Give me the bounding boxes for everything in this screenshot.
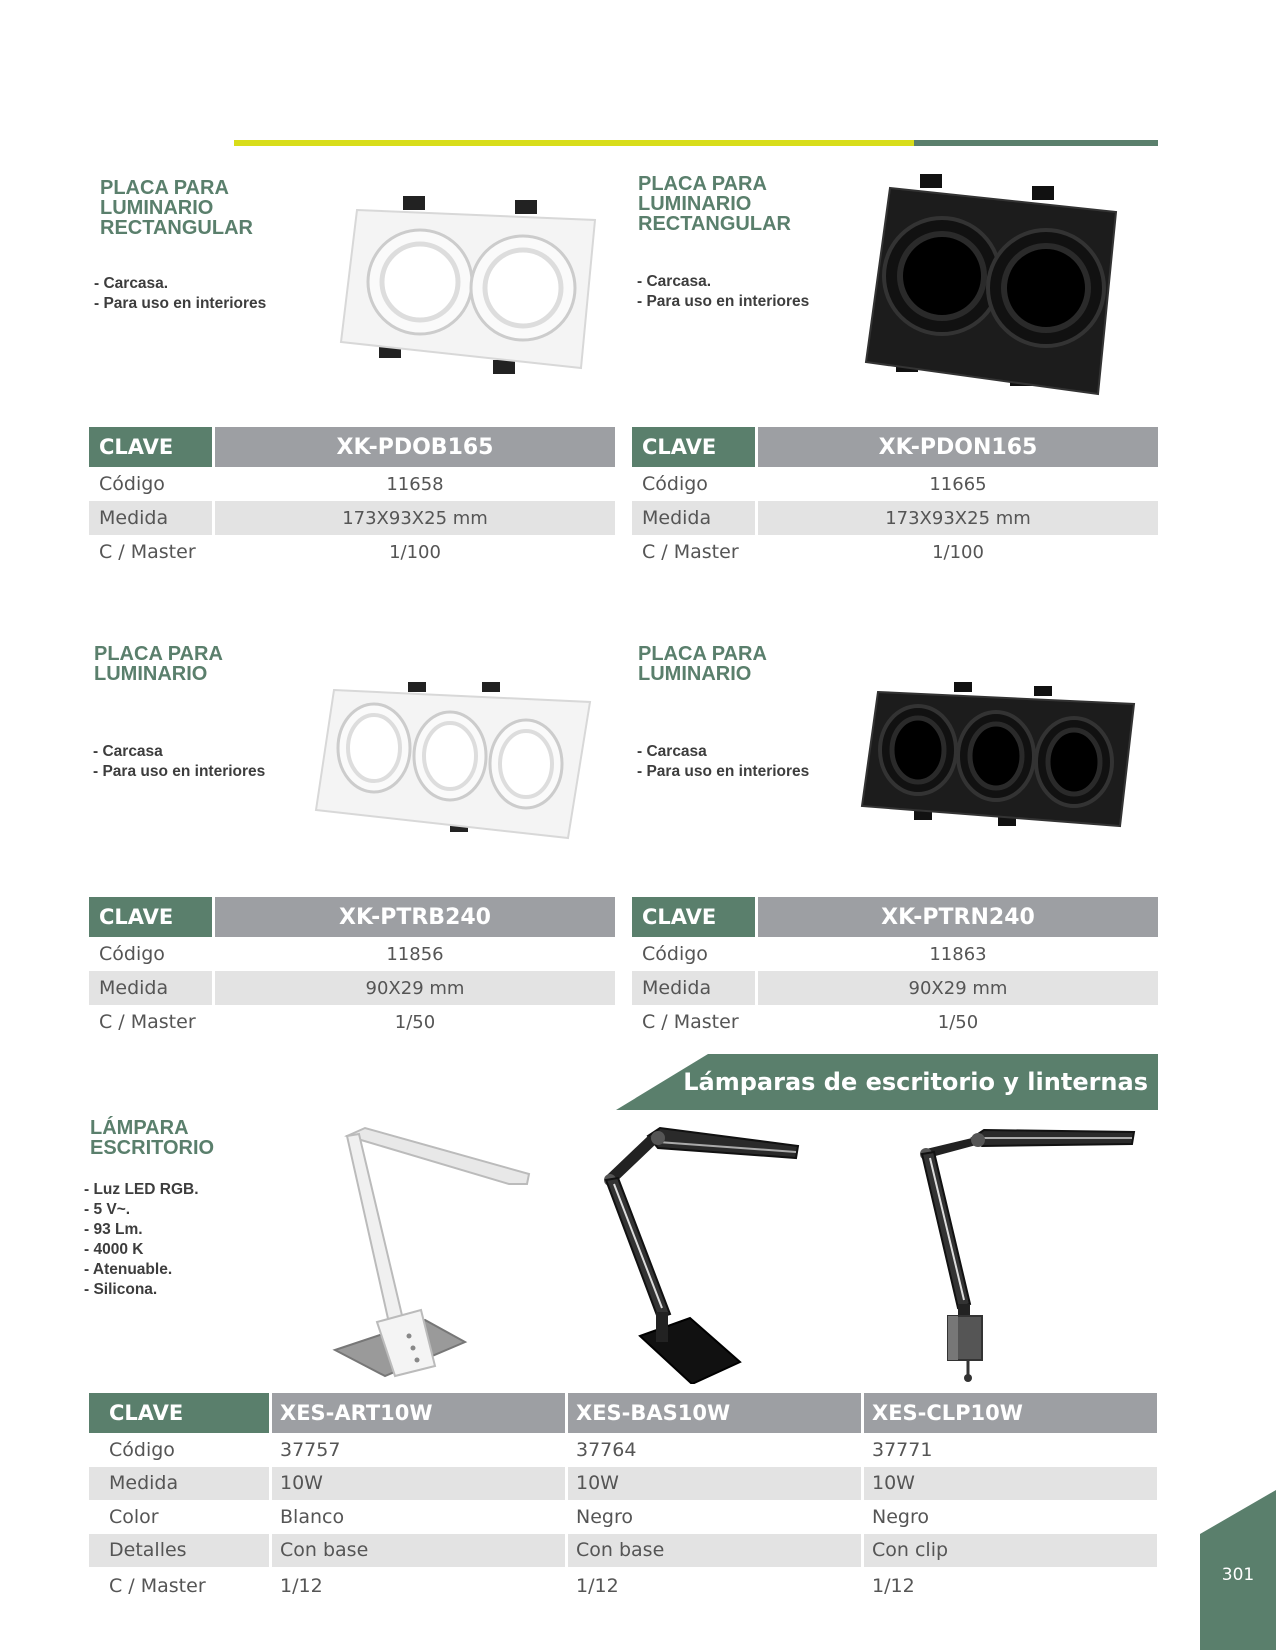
spec-row (89, 971, 615, 1005)
spec-label: Código (99, 943, 165, 965)
spec-header-row (632, 897, 1158, 937)
table-row (89, 1534, 1158, 1568)
white-desk-lamp-image (325, 1124, 535, 1384)
table-row (89, 1467, 1158, 1501)
spec-row (632, 937, 1158, 971)
spec-label: Código (642, 473, 708, 495)
top-accent-bar-green (914, 140, 1158, 146)
product-title: PLACA PARA LUMINARIO (94, 643, 223, 685)
top-accent-bar-yellow (234, 140, 914, 146)
product-features (94, 274, 266, 314)
feature-item: - Carcasa. (637, 273, 712, 290)
black-desk-lamp-with-clip-image (908, 1122, 1138, 1384)
black-desk-lamp-with-base-image (600, 1122, 810, 1384)
spec-label: Detalles (89, 1534, 269, 1568)
spec-label: Código (642, 943, 708, 965)
feature-item: - 93 Lm. (84, 1221, 143, 1238)
clave-value: XES-CLP10W (864, 1393, 1157, 1433)
spec-label: Código (99, 473, 165, 495)
spec-label: C / Master (642, 1011, 739, 1033)
spec-value: 37757 (280, 1438, 341, 1461)
feature-item: - Luz LED RGB. (84, 1181, 199, 1198)
product-features (637, 742, 809, 782)
feature-item: - Carcasa. (94, 275, 169, 292)
spec-value: Con base (568, 1534, 861, 1568)
clave-label: CLAVE (89, 1393, 269, 1433)
spec-table (89, 427, 615, 569)
table-row (89, 1567, 1158, 1605)
spec-label: Medida (89, 971, 212, 1005)
spec-value: 11665 (929, 473, 987, 495)
product-features (637, 272, 809, 312)
spec-value: 1/100 (389, 541, 441, 563)
feature-item: - Para uso en interiores (637, 763, 810, 780)
spec-row (632, 501, 1158, 535)
spec-header-row (632, 427, 1158, 467)
spec-value: 10W (568, 1467, 861, 1501)
white-double-plate-image (335, 192, 605, 382)
spec-label: Código (109, 1438, 175, 1461)
spec-value: Con clip (864, 1534, 1157, 1568)
spec-value: 11863 (929, 943, 987, 965)
spec-value: Blanco (280, 1505, 345, 1528)
feature-item: - Silicona. (84, 1281, 158, 1298)
spec-header-row (89, 897, 615, 937)
spec-value: 1/100 (932, 541, 984, 563)
spec-row (89, 501, 615, 535)
product-title: PLACA PARA LUMINARIO (638, 643, 767, 685)
lamp-spec-table (89, 1393, 1158, 1605)
feature-item: - Para uso en interiores (93, 763, 266, 780)
spec-row (89, 535, 615, 569)
spec-value: 37764 (576, 1438, 637, 1461)
spec-row (632, 467, 1158, 501)
spec-label: C / Master (99, 1011, 196, 1033)
spec-value: 37771 (872, 1438, 933, 1461)
clave-label: CLAVE (89, 427, 212, 467)
spec-label: Medida (89, 501, 212, 535)
spec-value: 90X29 mm (758, 971, 1158, 1005)
spec-label: C / Master (99, 541, 196, 563)
spec-label: Medida (632, 971, 755, 1005)
spec-label: C / Master (109, 1575, 206, 1597)
spec-row (632, 971, 1158, 1005)
spec-header-row (89, 427, 615, 467)
spec-value: 11856 (386, 943, 444, 965)
spec-value: 1/12 (872, 1575, 915, 1597)
product-features (93, 742, 265, 782)
spec-value: Con base (272, 1534, 565, 1568)
clave-label: CLAVE (632, 427, 755, 467)
spec-value: 10W (272, 1467, 565, 1501)
spec-value: 1/12 (576, 1575, 619, 1597)
lamp-features (84, 1180, 199, 1300)
spec-value: Negro (576, 1505, 633, 1528)
white-triple-plate-image (312, 680, 597, 840)
feature-item: - 5 V~. (84, 1201, 131, 1218)
spec-table (632, 897, 1158, 1039)
clave-value: XK-PTRB240 (215, 897, 615, 937)
spec-row (89, 467, 615, 501)
clave-value: XES-BAS10W (568, 1393, 861, 1433)
table-row (89, 1500, 1158, 1534)
clave-value: XK-PTRN240 (758, 897, 1158, 937)
feature-item: - Para uso en interiores (94, 295, 267, 312)
clave-label: CLAVE (89, 897, 212, 937)
spec-row (89, 937, 615, 971)
clave-value: XK-PDOB165 (215, 427, 615, 467)
spec-value: 90X29 mm (215, 971, 615, 1005)
feature-item: - Carcasa (93, 743, 163, 760)
feature-item: - Carcasa (637, 743, 707, 760)
black-triple-plate-image (858, 680, 1138, 830)
spec-row (632, 535, 1158, 569)
lamp-table-header (89, 1393, 1158, 1433)
spec-value: 173X93X25 mm (215, 501, 615, 535)
black-double-plate-image (860, 172, 1120, 402)
spec-label: Medida (89, 1467, 269, 1501)
spec-table (632, 427, 1158, 569)
spec-value: 1/50 (394, 1011, 436, 1033)
product-title: PLACA PARA LUMINARIO RECTANGULAR (100, 177, 253, 239)
lamp-title: LÁMPARA ESCRITORIO (90, 1117, 215, 1159)
spec-value: 1/12 (280, 1575, 323, 1597)
spec-label: Medida (632, 501, 755, 535)
spec-label: Color (109, 1505, 159, 1528)
clave-value: XK-PDON165 (758, 427, 1158, 467)
spec-table (89, 897, 615, 1039)
spec-value: 1/50 (937, 1011, 979, 1033)
spec-value: 10W (864, 1467, 1157, 1501)
spec-row (632, 1005, 1158, 1039)
table-row (89, 1433, 1158, 1467)
section-banner-title: Lámparas de escritorio y linternas (683, 1068, 1148, 1096)
product-title: PLACA PARA LUMINARIO RECTANGULAR (638, 173, 791, 235)
spec-value: 11658 (386, 473, 444, 495)
clave-label: CLAVE (632, 897, 755, 937)
page-number: 301 (1221, 1565, 1255, 1585)
feature-item: - Atenuable. (84, 1261, 173, 1278)
spec-value: 173X93X25 mm (758, 501, 1158, 535)
spec-row (89, 1005, 615, 1039)
feature-item: - Para uso en interiores (637, 293, 810, 310)
spec-label: C / Master (642, 541, 739, 563)
feature-item: - 4000 K (84, 1241, 144, 1258)
clave-value: XES-ART10W (272, 1393, 565, 1433)
spec-value: Negro (872, 1505, 929, 1528)
